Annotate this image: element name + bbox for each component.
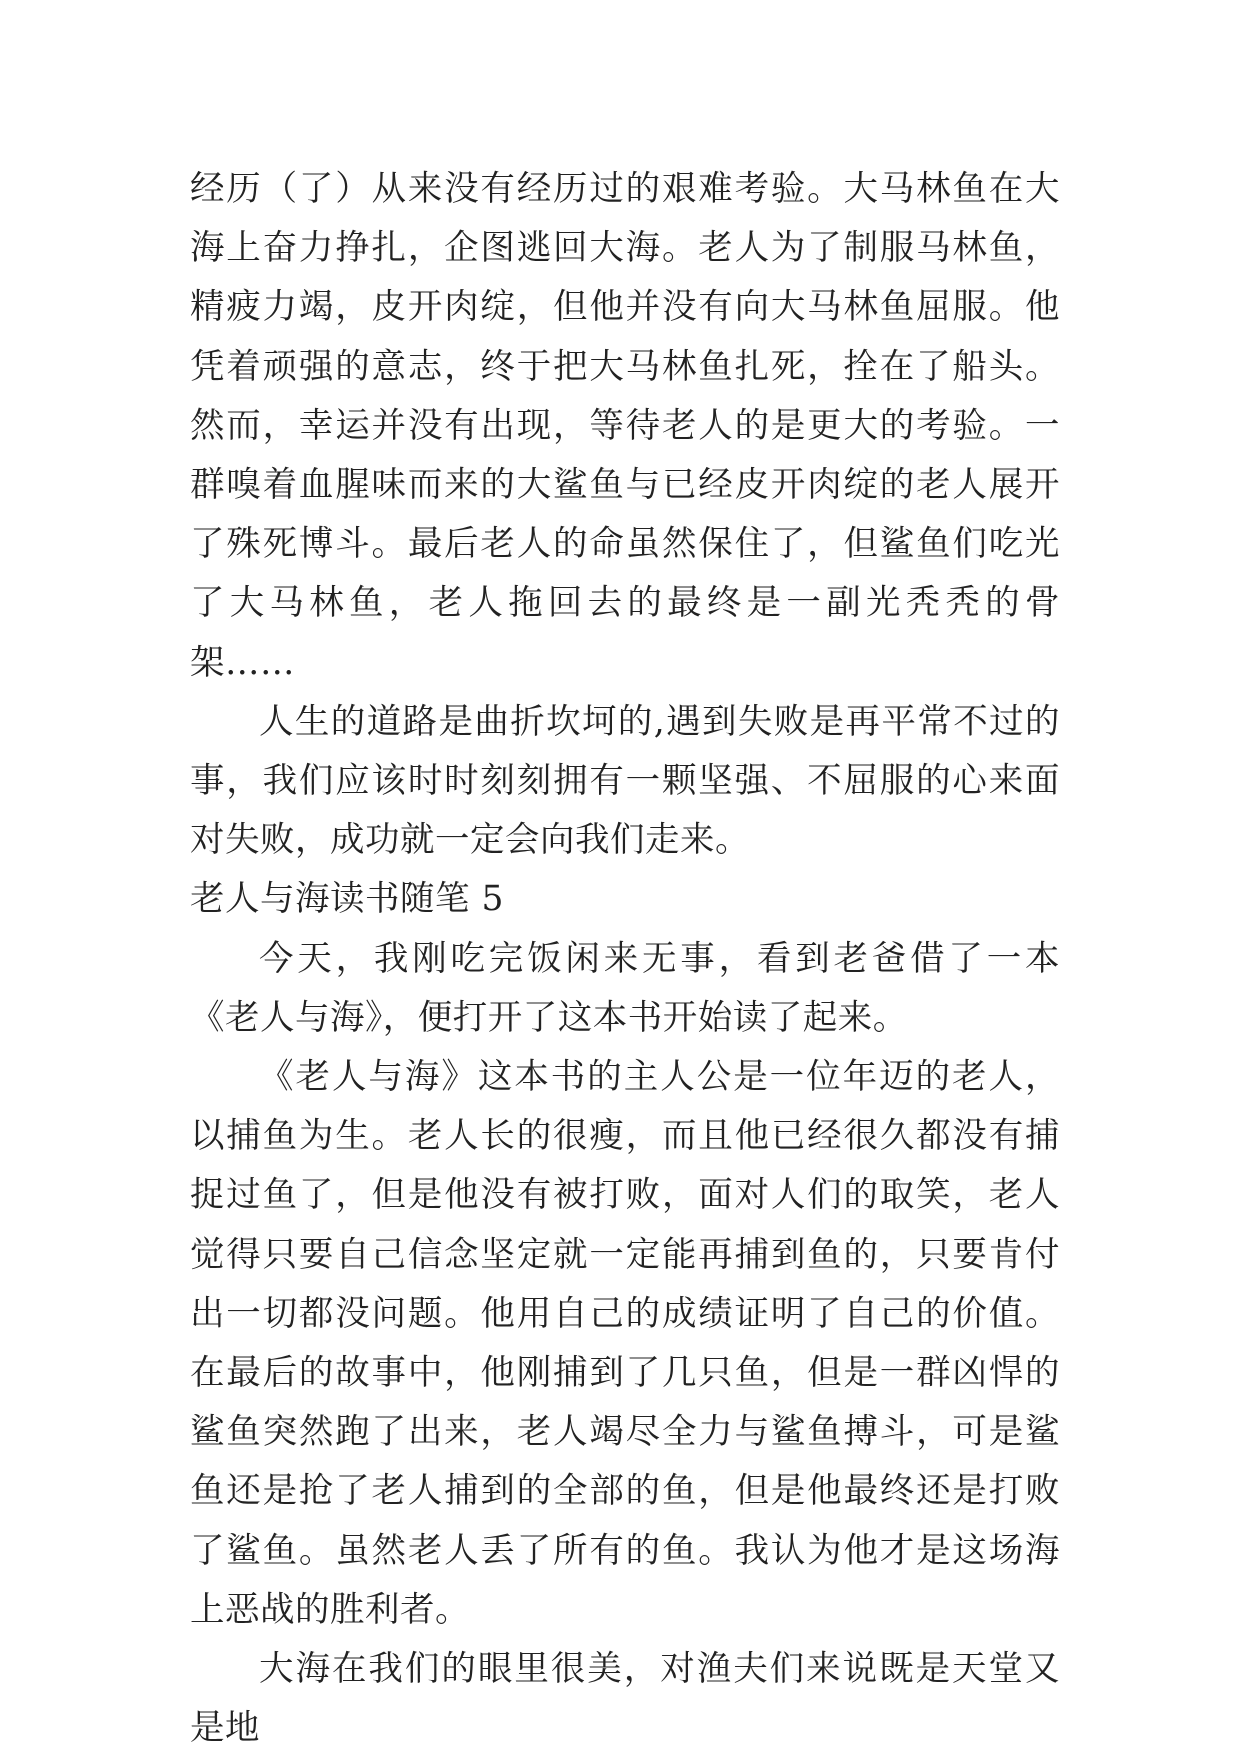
- paragraph-sea: 大海在我们的眼里很美，对渔夫们来说既是天堂又是地: [190, 1649, 1060, 1749]
- section-heading: 老人与海读书随笔 5: [190, 879, 504, 920]
- document-body: [190, 160, 1060, 1758]
- paragraph-protagonist: 《老人与海》这本书的主人公是一位年迈的老人，以捕鱼为生。老人长的很瘦，而且他已经很久都没有捕捉过鱼了，但是他没有被打败，面对人们的取笑，老人觉得只要自己信念坚定就一定能再捕到鱼的，只要肯付出一切都没问题。他用自己的成绩证明了自己的价值。在最后的故事中，他刚捕到了几只鱼，但是一群凶悍的鲨鱼突然跑了出来，老人竭尽全力与鲨鱼搏斗，可是鲨鱼还是抢了老人捕到的全部的鱼，但是他最终还是打败了鲨鱼。虽然老人丢了所有的鱼。我认为他才是这场海上恶战的胜利者。: [190, 1057, 1060, 1630]
- paragraph-continued: 经历（了）从来没有经历过的艰难考验。大马林鱼在大海上奋力挣扎，企图逃回大海。老人为了制服马林鱼，精疲力竭，皮开肉绽，但他并没有向大马林鱼屈服。他凭着顽强的意志，终于把大马林鱼扎死，拴在了船头。然而，幸运并没有出现，等待老人的是更大的考验。一群嗅着血腥味而来的大鲨鱼与已经皮开肉绽的老人展开了殊死博斗。最后老人的命虽然保住了，但鲨鱼们吃光了大马林鱼，老人拖回去的最终是一副光秃秃的骨架……: [190, 169, 1060, 683]
- paragraph-life-path: 人生的道路是曲折坎坷的,遇到失败是再平常不过的事，我们应该时时刻刻拥有一颗坚强、不屈服的心来面对失败，成功就一定会向我们走来。: [190, 701, 1060, 861]
- paragraph-today: 今天，我刚吃完饭闲来无事，看到老爸借了一本《老人与海》，便打开了这本书开始读了起来。: [190, 938, 1060, 1038]
